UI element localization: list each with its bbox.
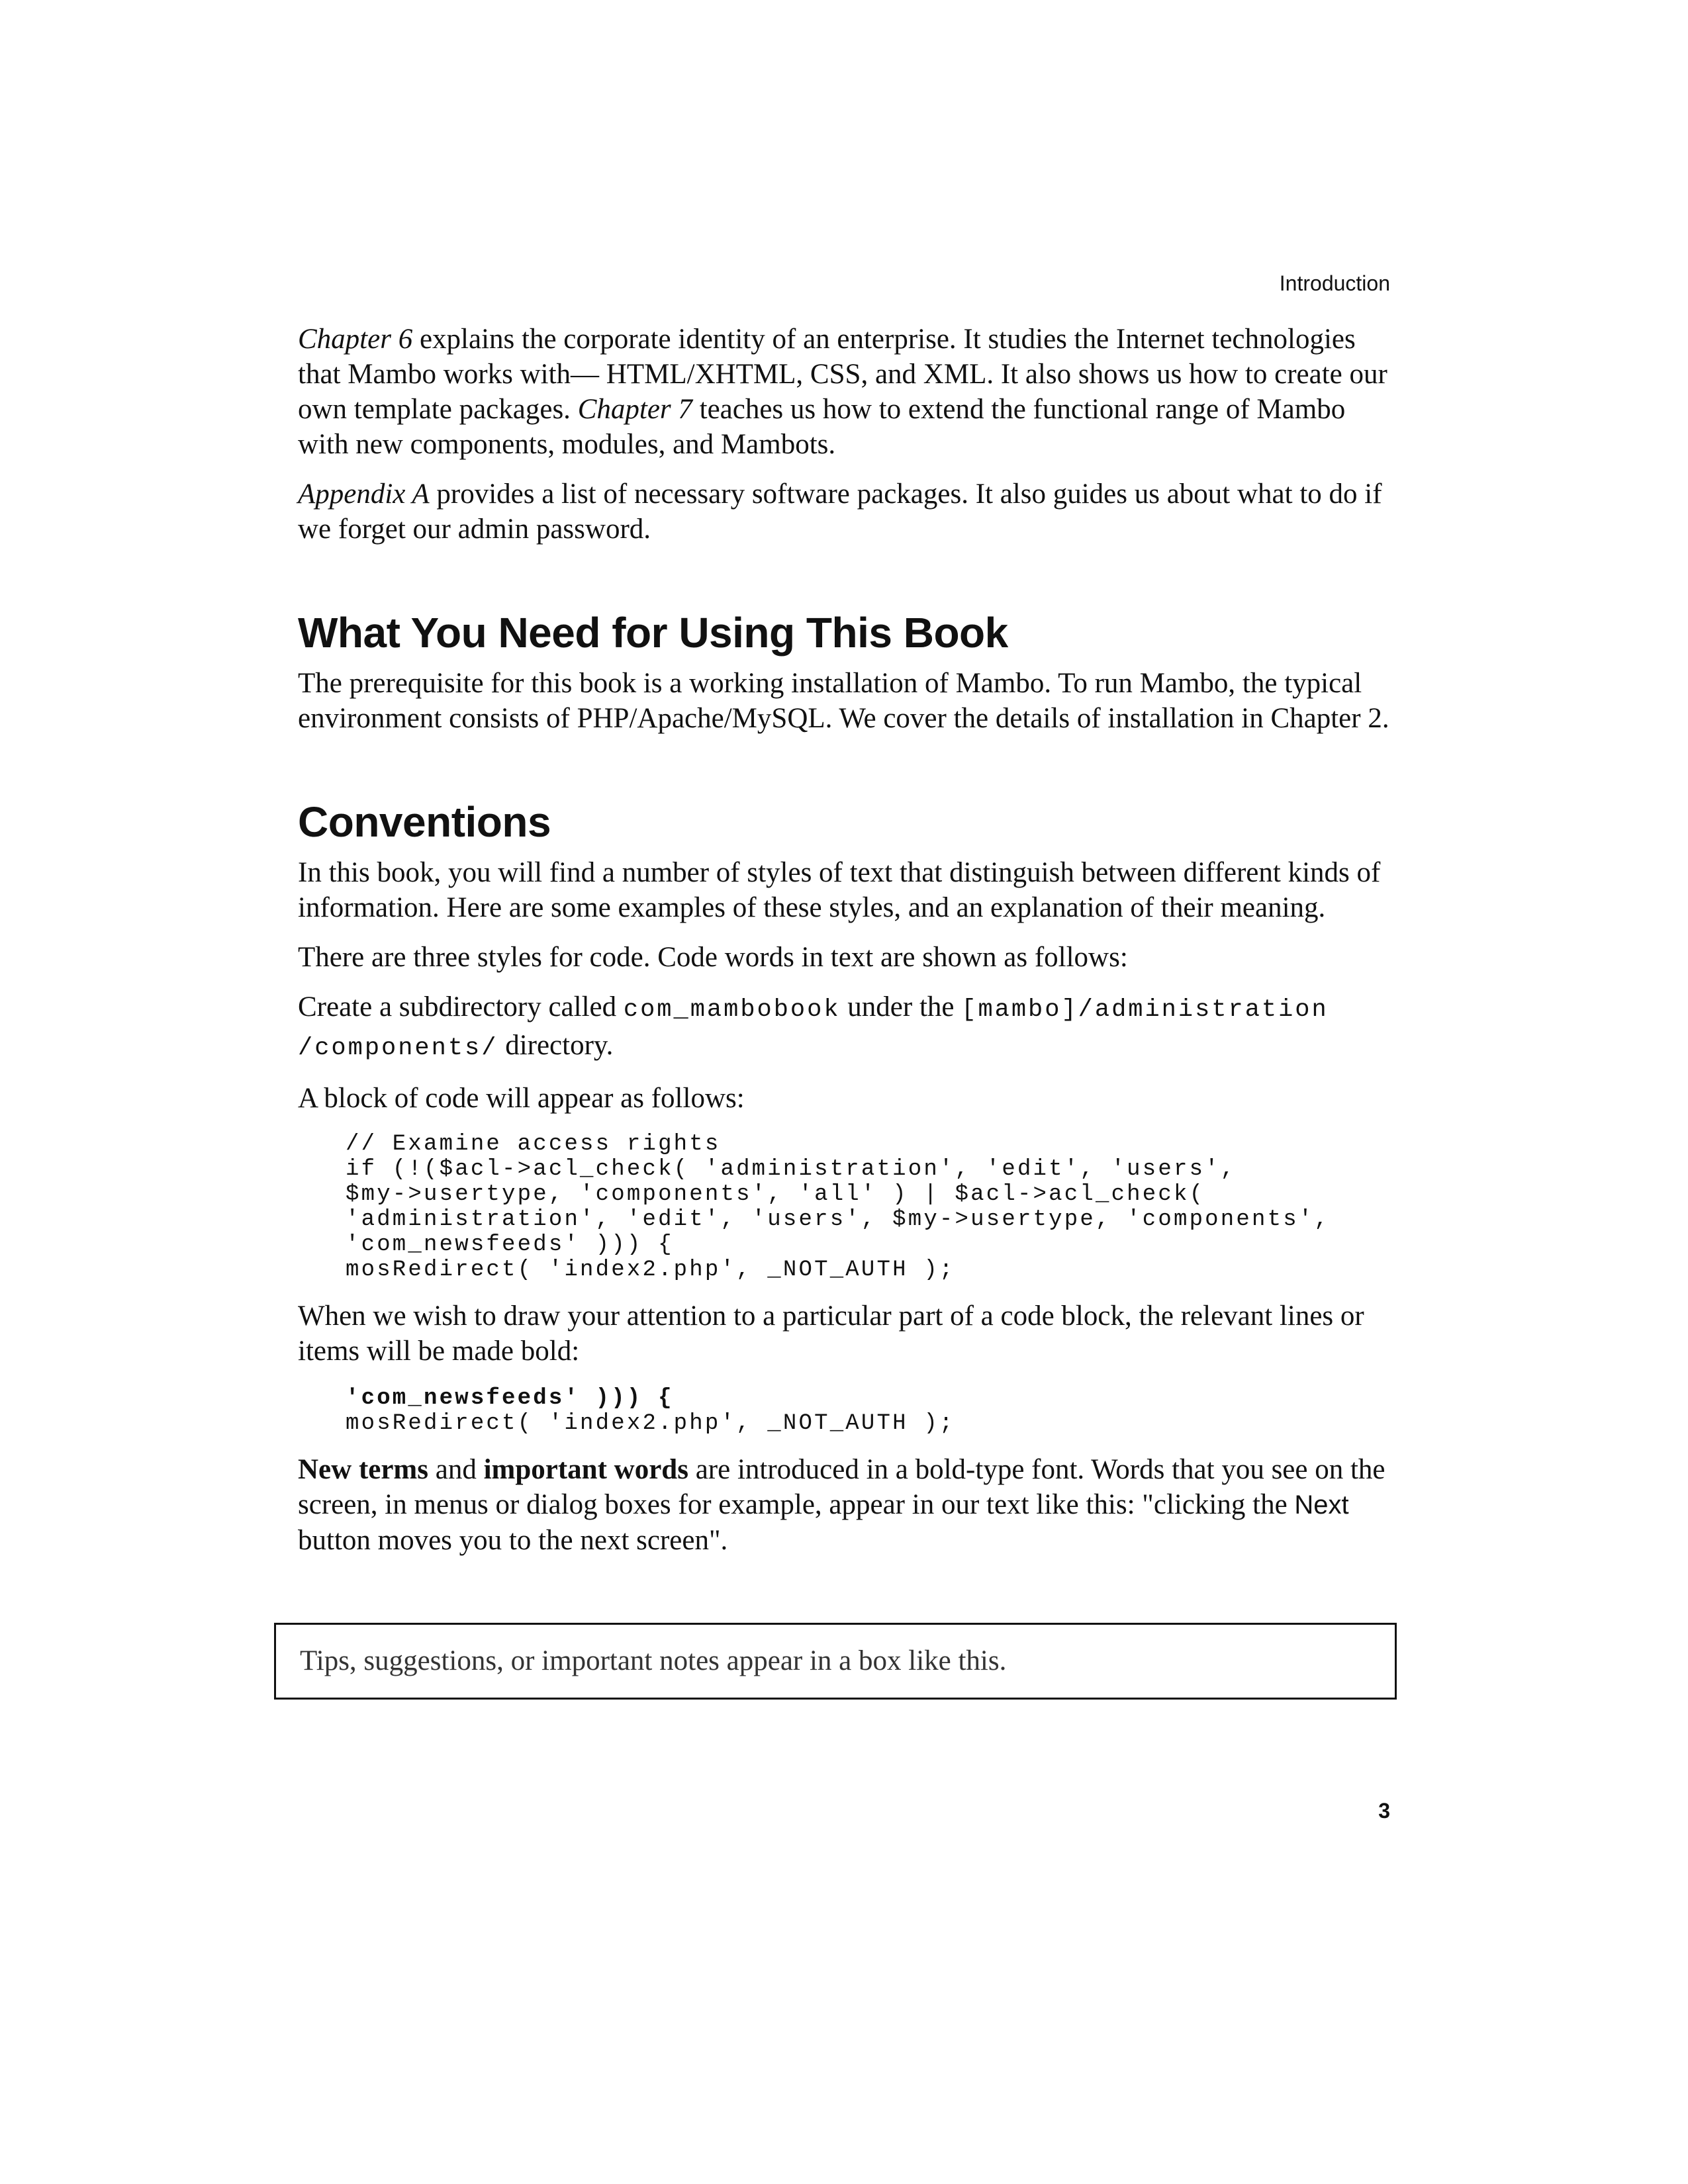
conventions-paragraph-6: New terms and important words are introduced in a bold-type font. Words that you see on the screen, in menus or dialog boxes for example, appear in our text like this: "clicking the Next button moves you to the next screen". <box>298 1454 1385 1556</box>
bold-code-line: 'com_newsfeeds' ))) { <box>346 1386 674 1411</box>
conventions-paragraph-5: When we wish to draw your attention to a particular part of a code block, the relevant lines or items will be made bold: <box>298 1300 1364 1367</box>
code-line: mosRedirect( 'index2.php', _NOT_AUTH ); <box>346 1411 955 1436</box>
next-button-word: Next <box>1294 1490 1349 1520</box>
heading-what-you-need: What You Need for Using This Book <box>298 609 1008 657</box>
tip-box <box>274 1623 1397 1700</box>
code-line: 'com_newsfeeds' ))) { <box>346 1232 674 1257</box>
page-content <box>298 322 1397 1558</box>
intro-paragraph-1: Chapter 6 explains the corporate identity of an enterprise. It studies the Internet technologies that Mambo works with— HTML/XHTML, CSS, and XML. It also shows us how to create our own template packages. Chapter 7 teaches us how to extend the functional range of Mambo with new components, modules, and Mambots. <box>298 324 1387 460</box>
important-words-bold: important words <box>483 1454 688 1485</box>
conventions-paragraph-4: A block of code will appear as follows: <box>298 1083 745 1114</box>
code-line: 'administration', 'edit', 'users', $my->usertype, 'components', <box>346 1207 1331 1232</box>
heading-conventions: Conventions <box>298 798 551 846</box>
intro-paragraph-2: Appendix A provides a list of necessary software packages. It also guides us about what to do if we forget our admin password. <box>298 478 1382 545</box>
code-line: mosRedirect( 'index2.php', _NOT_AUTH ); <box>346 1257 955 1283</box>
page-number: 3 <box>1378 1799 1390 1823</box>
tip-text: Tips, suggestions, or important notes appear in a box like this. <box>300 1645 1007 1676</box>
chapter-6-ref: Chapter 6 <box>298 324 413 355</box>
code-line: $my->usertype, 'components', 'all' ) | $acl->acl_check( <box>346 1182 1205 1207</box>
code-block <box>346 1132 1397 1283</box>
inline-code-path-part-1: [mambo]/administration <box>961 996 1329 1024</box>
code-line: // Examine access rights <box>346 1132 721 1157</box>
need-paragraph: The prerequisite for this book is a working installation of Mambo. To run Mambo, the typical environment consists of PHP/Apache/MySQL. We cover the details of installation in Chapter 2. <box>298 668 1389 734</box>
new-terms-bold: New terms <box>298 1454 428 1485</box>
running-head: Introduction <box>1279 271 1390 295</box>
chapter-7-ref: Chapter 7 <box>577 394 692 425</box>
appendix-a-ref: Appendix A <box>298 478 430 510</box>
bold-code-block <box>346 1386 1397 1436</box>
conventions-paragraph-2: There are three styles for code. Code words in text are shown as follows: <box>298 942 1128 973</box>
code-line: if (!($acl->acl_check( 'administration', 'edit', 'users', <box>346 1157 1237 1182</box>
conventions-paragraph-1: In this book, you will find a number of styles of text that distinguish between different kinds of information. Here are some examples of these styles, and an explanation of their meaning. <box>298 857 1381 923</box>
inline-code-path-part-2: /components/ <box>298 1034 498 1062</box>
conventions-paragraph-3: Create a subdirectory called com_mambobook under the [mambo]/administration /components/ directory. <box>298 991 1329 1062</box>
inline-code-com-mambobook: com_mambobook <box>623 996 841 1024</box>
